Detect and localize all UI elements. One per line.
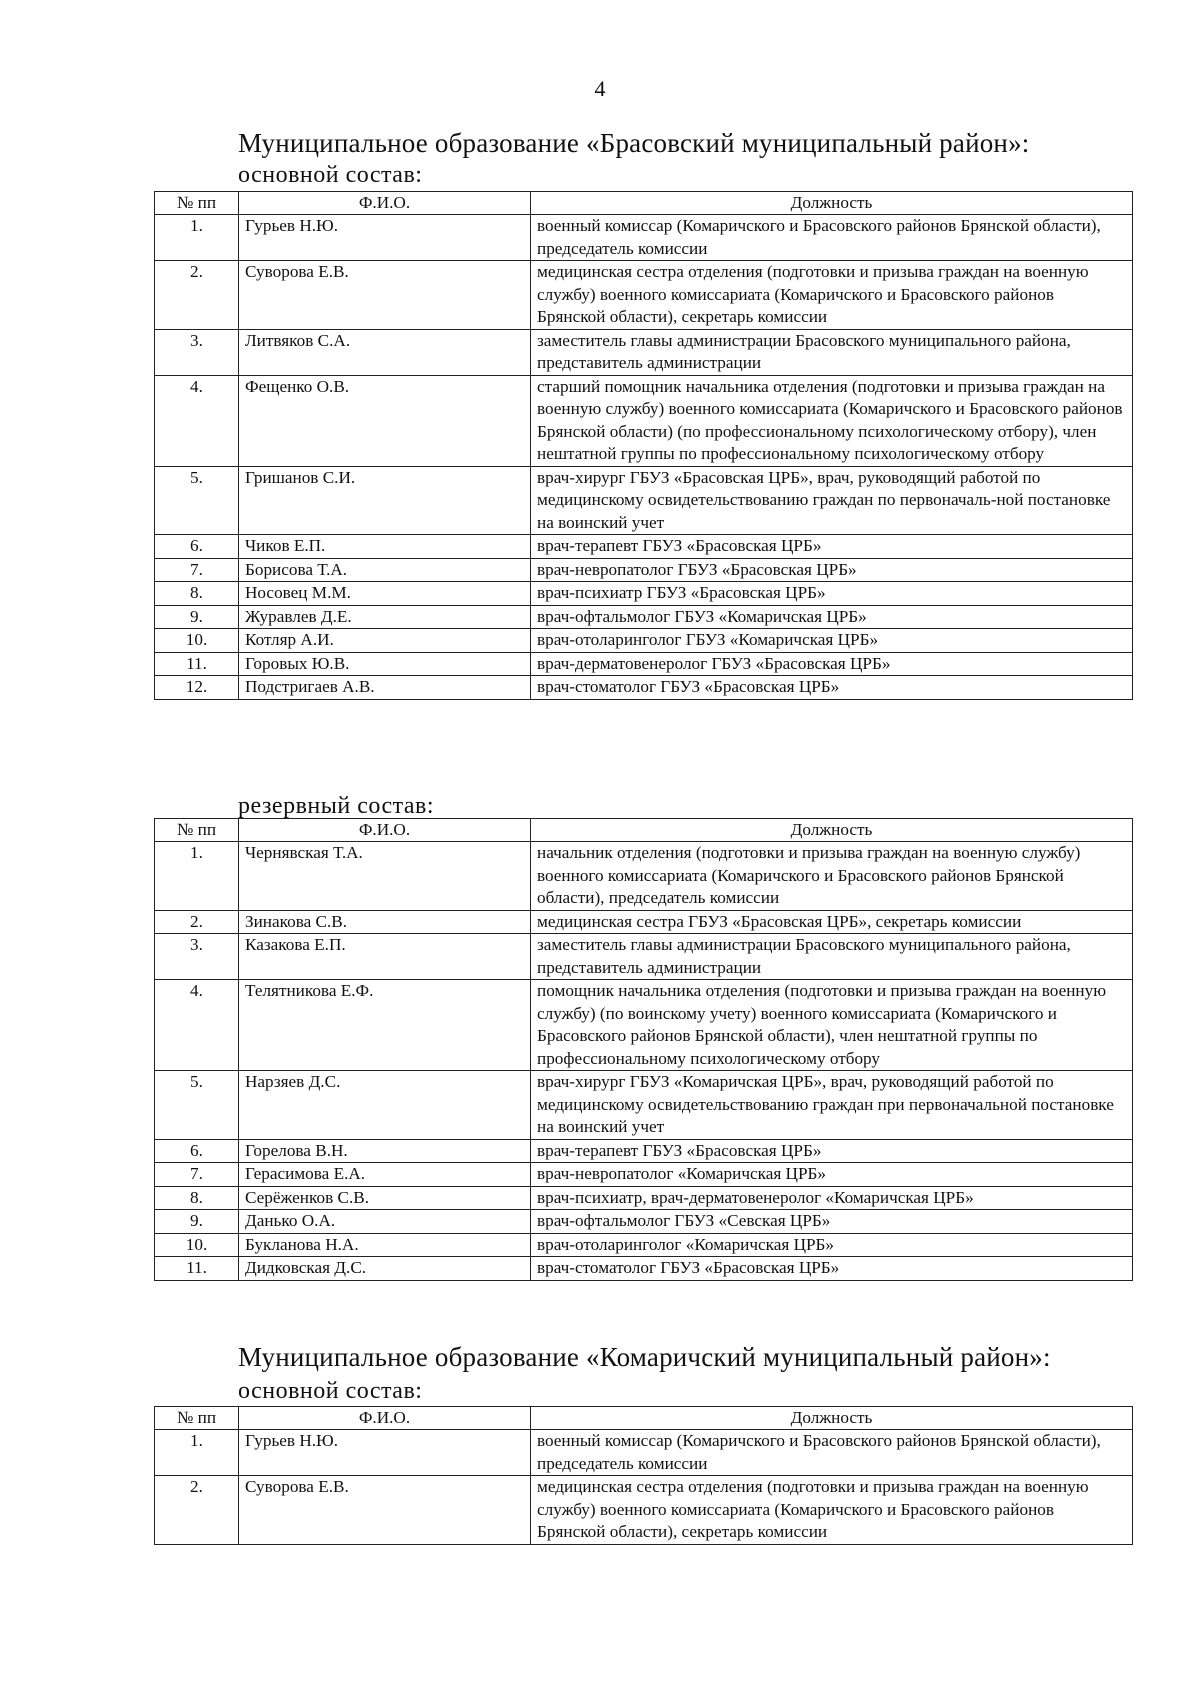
row-number: 2. bbox=[155, 261, 239, 330]
table-row bbox=[155, 676, 1133, 700]
row-number: 1. bbox=[155, 215, 239, 261]
member-name: Носовец М.М. bbox=[239, 582, 531, 606]
member-name: Чиков Е.П. bbox=[239, 535, 531, 559]
table-row bbox=[155, 980, 1133, 1071]
table-row bbox=[155, 1186, 1133, 1210]
row-number: 2. bbox=[155, 1476, 239, 1545]
member-name: Суворова Е.В. bbox=[239, 1476, 531, 1545]
row-number: 2. bbox=[155, 910, 239, 934]
members-table-brasovsky-reserve bbox=[154, 818, 1133, 1281]
member-position: заместитель главы администрации Брасовского муниципального района, представитель администрации bbox=[531, 329, 1133, 375]
table-row bbox=[155, 910, 1133, 934]
header-num: № пп bbox=[155, 819, 239, 842]
member-name: Горелова В.Н. bbox=[239, 1139, 531, 1163]
table-header-row bbox=[155, 819, 1133, 842]
row-number: 5. bbox=[155, 1071, 239, 1140]
member-position: врач-стоматолог ГБУЗ «Брасовская ЦРБ» bbox=[531, 676, 1133, 700]
member-name: Казакова Е.П. bbox=[239, 934, 531, 980]
row-number: 1. bbox=[155, 1430, 239, 1476]
table-row bbox=[155, 1139, 1133, 1163]
row-number: 8. bbox=[155, 582, 239, 606]
row-number: 9. bbox=[155, 1210, 239, 1234]
member-name: Букланова Н.А. bbox=[239, 1233, 531, 1257]
member-position: врач-отоларинголог «Комаричская ЦРБ» bbox=[531, 1233, 1133, 1257]
table-row bbox=[155, 652, 1133, 676]
row-number: 10. bbox=[155, 1233, 239, 1257]
member-position: врач-отоларинголог ГБУЗ «Комаричская ЦРБ» bbox=[531, 629, 1133, 653]
member-position: военный комиссар (Комаричского и Брасовского районов Брянской области), председатель комиссии bbox=[531, 215, 1133, 261]
table-row bbox=[155, 1476, 1133, 1545]
row-number: 6. bbox=[155, 535, 239, 559]
member-name: Горовых Ю.В. bbox=[239, 652, 531, 676]
table-row bbox=[155, 1430, 1133, 1476]
header-fio: Ф.И.О. bbox=[239, 192, 531, 215]
member-position: врач-психиатр, врач-дерматовенеролог «Комаричская ЦРБ» bbox=[531, 1186, 1133, 1210]
member-name: Зинакова С.В. bbox=[239, 910, 531, 934]
member-position: военный комиссар (Комаричского и Брасовского районов Брянской области), председатель комиссии bbox=[531, 1430, 1133, 1476]
member-position: старший помощник начальника отделения (подготовки и призыва граждан на военную службу) военного комиссариата (Комаричского и Брасовского районов Брянской области) (по профессиональному психологическому отбору), член нештатной группы по профессиональному психологическому отбору bbox=[531, 375, 1133, 466]
row-number: 4. bbox=[155, 980, 239, 1071]
header-fio: Ф.И.О. bbox=[239, 1407, 531, 1430]
member-name: Фещенко О.В. bbox=[239, 375, 531, 466]
member-name: Журавлев Д.Е. bbox=[239, 605, 531, 629]
table-row bbox=[155, 1257, 1133, 1281]
member-position: врач-невропатолог «Комаричская ЦРБ» bbox=[531, 1163, 1133, 1187]
member-position: врач-дерматовенеролог ГБУЗ «Брасовская ЦРБ» bbox=[531, 652, 1133, 676]
member-name: Чернявская Т.А. bbox=[239, 842, 531, 911]
section-title-komarichsky: Муниципальное образование «Комаричский муниципальный район»: bbox=[238, 1342, 1051, 1372]
members-table-komarichsky-main bbox=[154, 1406, 1133, 1545]
member-name: Гурьев Н.Ю. bbox=[239, 215, 531, 261]
header-position: Должность bbox=[531, 192, 1133, 215]
row-number: 9. bbox=[155, 605, 239, 629]
member-position: врач-терапевт ГБУЗ «Брасовская ЦРБ» bbox=[531, 535, 1133, 559]
header-position: Должность bbox=[531, 819, 1133, 842]
table-row bbox=[155, 466, 1133, 535]
table-row bbox=[155, 215, 1133, 261]
member-name: Подстригаев А.В. bbox=[239, 676, 531, 700]
row-number: 11. bbox=[155, 1257, 239, 1281]
header-num: № пп bbox=[155, 1407, 239, 1430]
member-position: врач-офтальмолог ГБУЗ «Комаричская ЦРБ» bbox=[531, 605, 1133, 629]
row-number: 10. bbox=[155, 629, 239, 653]
page-number: 4 bbox=[594, 76, 606, 101]
row-number: 5. bbox=[155, 466, 239, 535]
header-position: Должность bbox=[531, 1407, 1133, 1430]
row-number: 3. bbox=[155, 329, 239, 375]
table-row bbox=[155, 582, 1133, 606]
row-number: 7. bbox=[155, 558, 239, 582]
member-name: Серёженков С.В. bbox=[239, 1186, 531, 1210]
table-header-row bbox=[155, 1407, 1133, 1430]
row-number: 4. bbox=[155, 375, 239, 466]
row-number: 6. bbox=[155, 1139, 239, 1163]
member-name: Данько О.А. bbox=[239, 1210, 531, 1234]
table-row bbox=[155, 329, 1133, 375]
table-header-row bbox=[155, 192, 1133, 215]
member-position: медицинская сестра отделения (подготовки и призыва граждан на военную службу) военного комиссариата (Комаричского и Брасовского районов Брянской области), секретарь комиссии bbox=[531, 1476, 1133, 1545]
row-number: 1. bbox=[155, 842, 239, 911]
member-position: врач-офтальмолог ГБУЗ «Севская ЦРБ» bbox=[531, 1210, 1133, 1234]
member-name: Нарзяев Д.С. bbox=[239, 1071, 531, 1140]
member-name: Гришанов С.И. bbox=[239, 466, 531, 535]
member-name: Котляр А.И. bbox=[239, 629, 531, 653]
row-number: 11. bbox=[155, 652, 239, 676]
member-name: Литвяков С.А. bbox=[239, 329, 531, 375]
subtitle-reserve-composition: резервный состав: bbox=[238, 793, 435, 819]
row-number: 8. bbox=[155, 1186, 239, 1210]
member-position: врач-хирург ГБУЗ «Комаричская ЦРБ», врач, руководящий работой по медицинскому освидетельствованию граждан при первоначальной постановке на воинский учет bbox=[531, 1071, 1133, 1140]
member-position: медицинская сестра ГБУЗ «Брасовская ЦРБ», секретарь комиссии bbox=[531, 910, 1133, 934]
member-position: врач-стоматолог ГБУЗ «Брасовская ЦРБ» bbox=[531, 1257, 1133, 1281]
table-row bbox=[155, 629, 1133, 653]
members-table-brasovsky-main bbox=[154, 191, 1133, 700]
table-row bbox=[155, 934, 1133, 980]
member-position: заместитель главы администрации Брасовского муниципального района, представитель администрации bbox=[531, 934, 1133, 980]
member-name: Телятникова Е.Ф. bbox=[239, 980, 531, 1071]
member-name: Гурьев Н.Ю. bbox=[239, 1430, 531, 1476]
table-row bbox=[155, 605, 1133, 629]
row-number: 12. bbox=[155, 676, 239, 700]
member-position: врач-терапевт ГБУЗ «Брасовская ЦРБ» bbox=[531, 1139, 1133, 1163]
member-position: помощник начальника отделения (подготовки и призыва граждан на военную службу) (по воинскому учету) военного комиссариата (Комаричского и Брасовского районов Брянской области), член нештатной группы по профессиональному психологическому отбору bbox=[531, 980, 1133, 1071]
member-name: Дидковская Д.С. bbox=[239, 1257, 531, 1281]
row-number: 3. bbox=[155, 934, 239, 980]
member-position: врач-психиатр ГБУЗ «Брасовская ЦРБ» bbox=[531, 582, 1133, 606]
table-row bbox=[155, 1163, 1133, 1187]
subtitle-main-composition: основной состав: bbox=[238, 1378, 423, 1404]
member-position: врач-невропатолог ГБУЗ «Брасовская ЦРБ» bbox=[531, 558, 1133, 582]
table-row bbox=[155, 1210, 1133, 1234]
member-name: Борисова Т.А. bbox=[239, 558, 531, 582]
table-row bbox=[155, 1233, 1133, 1257]
header-num: № пп bbox=[155, 192, 239, 215]
member-name: Герасимова Е.А. bbox=[239, 1163, 531, 1187]
table-row bbox=[155, 375, 1133, 466]
table-row bbox=[155, 1071, 1133, 1140]
member-position: начальник отделения (подготовки и призыва граждан на военную службу) военного комиссариата (Комаричского и Брасовского районов Брянской области), председатель комиссии bbox=[531, 842, 1133, 911]
subtitle-main-composition: основной состав: bbox=[238, 162, 423, 188]
member-position: врач-хирург ГБУЗ «Брасовская ЦРБ», врач, руководящий работой по медицинскому освидетельствованию граждан по первоначаль-ной постановке на воинский учет bbox=[531, 466, 1133, 535]
table-row bbox=[155, 261, 1133, 330]
member-name: Суворова Е.В. bbox=[239, 261, 531, 330]
member-position: медицинская сестра отделения (подготовки и призыва граждан на военную службу) военного комиссариата (Комаричского и Брасовского районов Брянской области), секретарь комиссии bbox=[531, 261, 1133, 330]
section-title-brasovsky: Муниципальное образование «Брасовский муниципальный район»: bbox=[238, 128, 1030, 158]
table-row bbox=[155, 535, 1133, 559]
header-fio: Ф.И.О. bbox=[239, 819, 531, 842]
table-row bbox=[155, 558, 1133, 582]
row-number: 7. bbox=[155, 1163, 239, 1187]
table-row bbox=[155, 842, 1133, 911]
